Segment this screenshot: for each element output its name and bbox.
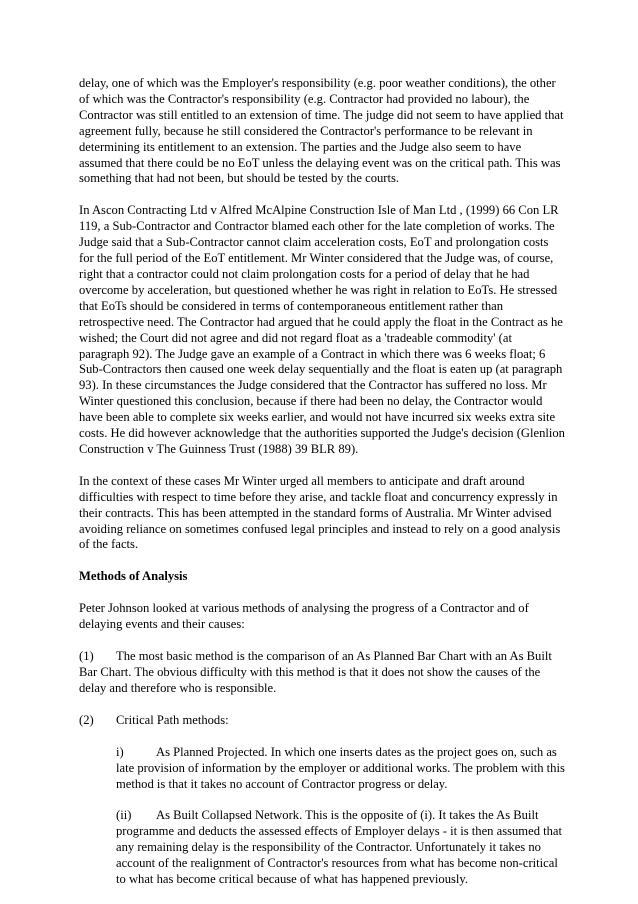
sub-item-i	[116, 745, 565, 793]
paragraph-concurrent-delay: delay, one of which was the Employer's responsibility (e.g. poor weather conditions), the other of which was the Contractor's responsibility (e.g. Contractor had provided no labour), the Contractor was still entitled to an extension of time. The judge did not seem to have applied that agreement fully, because he still considered the Contractor's performance to be relevant in determining its entitlement to an extension. The parties and the Judge also seem to have assumed that there could be no EoT unless the delaying event was on the critical path. This was something that had not been, but should be tested by the courts.	[79, 76, 564, 186]
paragraph-intro: Peter Johnson looked at various methods of analysing the progress of a Contractor and of delaying events and their causes:	[79, 601, 529, 632]
section-heading: Methods of Analysis	[79, 569, 188, 584]
paragraph-ascon-case: In Ascon Contracting Ltd v Alfred McAlpine Construction Isle of Man Ltd , (1999) 66 Con LR 119, a Sub-Contractor and Contractor blamed each other for the late completion of works. The Judge said that a Sub-Contractor cannot claim acceleration costs, EoT and prolongation costs for the full period of the EoT entitlement. Mr Winter considered that the Judge was, of course, right that a contractor could not claim prolongation costs for a period of delay that he had overcome by acceleration, but questioned whether he was right in relation to EoTs. He stressed that EoTs should be considered in terms of contemporaneous entitlement rather than retrospective need. The Contractor had argued that he could apply the float in the Contract as he wished; the Court did not agree and did not regard float as a 'tradeable commodity' (at paragraph 92). The Judge gave an example of a Contract in which there was 6 weeks float; 6 Sub-Contractors then caused one week delay sequentially and the float is eaten up (at paragraph 93). In these circumstances the Judge considered that the Contractor has suffered no loss. Mr Winter questioned this conclusion, because if there had been no delay, the Contractor would have been able to complete six weeks earlier, and would not have incurred six weeks extra site costs. He did however acknowledge that the authorities supported the Judge's decision (Glenlion Construction v The Guinness Trust (1988) 39 BLR 89).	[79, 203, 565, 456]
list-item-text: The most basic method is the comparison of an As Planned Bar Chart with an As Built Bar Chart. The obvious difficulty with this method is that it does not show the causes of the delay and therefore who is responsible.	[79, 649, 552, 695]
list-item-number: (1)	[79, 649, 94, 664]
sub-item-text: As Built Collapsed Network. This is the opposite of (i). It takes the As Built programme and deducts the assessed effects of Employer delays - it is then assumed that any remaining delay is the responsibility of the Contractor. Unfortunately it takes no account of the realignment of Contractor's resources from what has become non-critical to what has become critical because of what has happened previously.	[116, 808, 563, 887]
sub-item-text: As Planned Projected. In which one inserts dates as the project goes on, such as late provision of information by the employer or additional works. The problem with this method is that it takes no account of Contractor progress or delay.	[116, 744, 565, 791]
list-item-number: (2)	[79, 712, 94, 727]
sub-item-number: (ii)	[116, 808, 132, 823]
sub-item-ii	[116, 808, 565, 888]
sub-item-number: i)	[116, 744, 124, 759]
document-page	[79, 76, 565, 904]
paragraph-context: In the context of these cases Mr Winter urged all members to anticipate and draft around difficulties with respect to time before they arise, and tackle float and concurrency expressly in their contracts. This has been attempted in the standard forms of Australia. Mr Winter advised avoiding reliance on sometimes confused legal principles and instead to rely on a good analysis of the facts.	[79, 473, 561, 552]
list-item-1	[79, 649, 565, 697]
list-item-2	[79, 713, 565, 729]
list-item-text: Critical Path methods:	[116, 712, 229, 727]
